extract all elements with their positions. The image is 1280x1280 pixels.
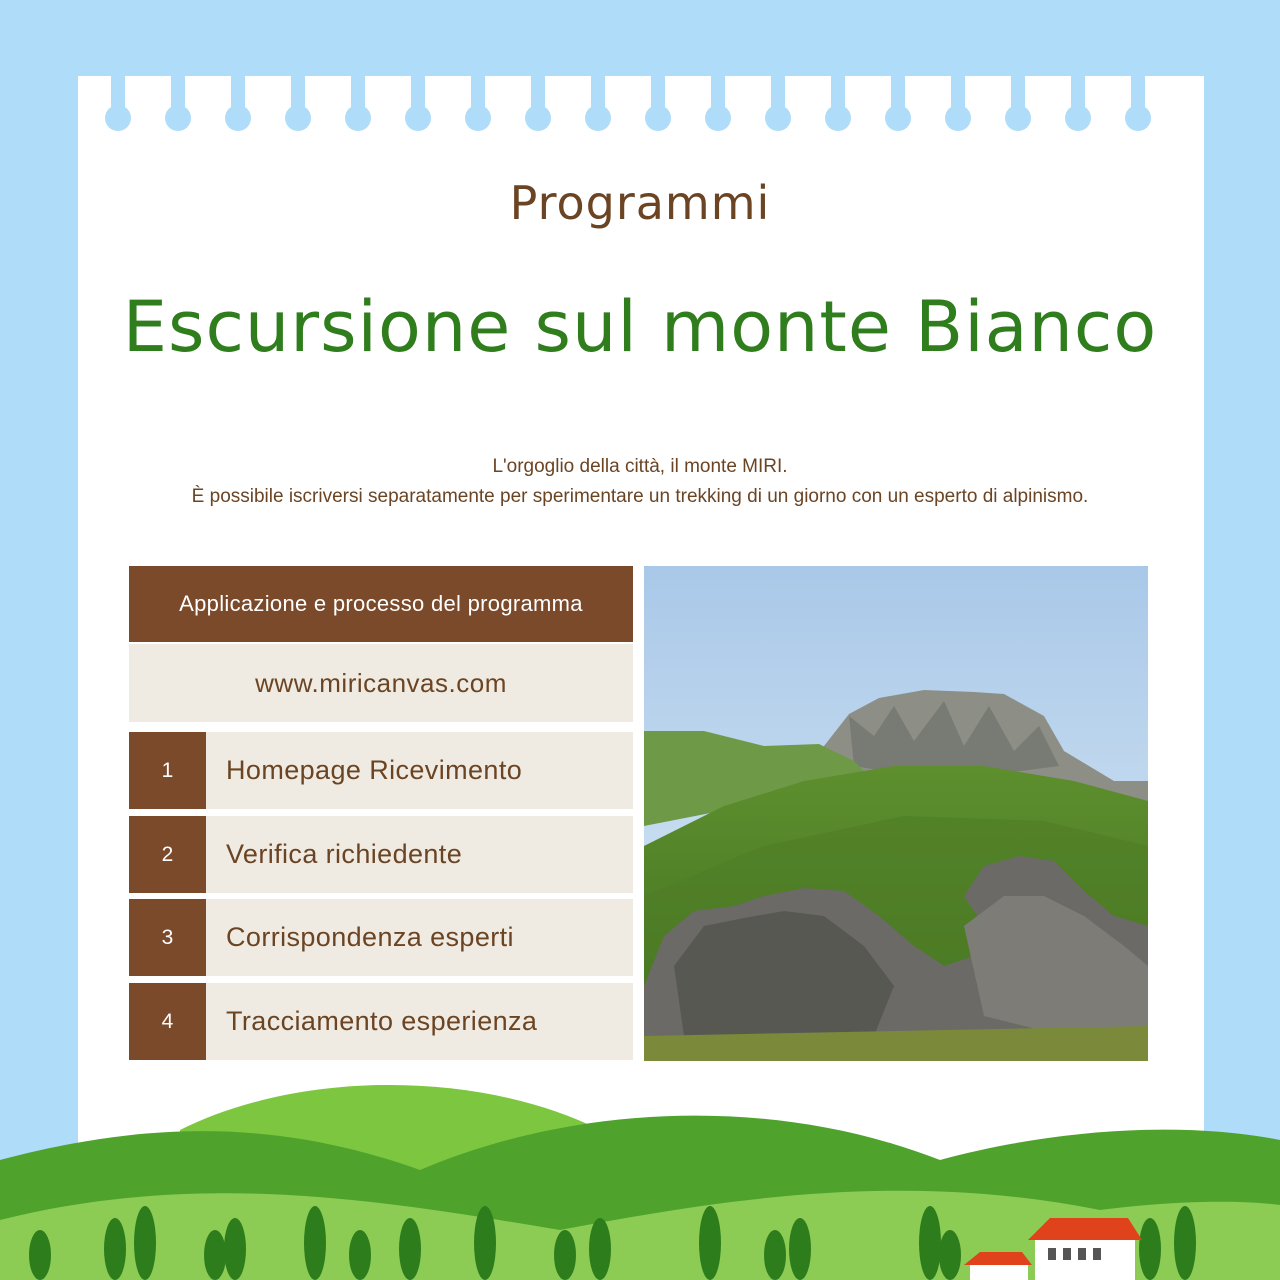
process-step — [129, 732, 633, 809]
process-step — [129, 983, 633, 1060]
process-step — [129, 899, 633, 976]
step-number: 1 — [129, 732, 206, 809]
tree-icon — [939, 1230, 961, 1280]
torn-paper-edge — [78, 70, 1204, 140]
step-number: 2 — [129, 816, 206, 893]
landscape-illustration — [0, 1060, 1280, 1280]
section-label: Programmi — [509, 176, 771, 230]
tree-icon — [474, 1206, 496, 1280]
tree-icon — [699, 1206, 721, 1280]
process-panel-header: Applicazione e processo del programma — [129, 566, 633, 642]
tree-icon — [29, 1230, 51, 1280]
tree-icon — [204, 1230, 226, 1280]
tree-icon — [1139, 1218, 1161, 1280]
tree-icon — [104, 1218, 126, 1280]
tree-icon — [919, 1206, 941, 1280]
tree-icon — [1174, 1206, 1196, 1280]
step-number: 4 — [129, 983, 206, 1060]
step-label: Verifica richiedente — [206, 816, 633, 893]
intro-text — [0, 452, 1280, 512]
tree-icon — [554, 1230, 576, 1280]
step-label: Corrispondenza esperti — [206, 899, 633, 976]
tree-icon — [589, 1218, 611, 1280]
tree-icon — [789, 1218, 811, 1280]
tree-icon — [224, 1218, 246, 1280]
step-label: Homepage Ricevimento — [206, 732, 633, 809]
step-number: 3 — [129, 899, 206, 976]
tree-icon — [399, 1218, 421, 1280]
mountain-photo — [644, 566, 1148, 1061]
intro-line-2: È possibile iscriversi separatamente per sperimentare un trekking di un giorno con un esperto di alpinismo. — [191, 486, 1089, 507]
tree-icon — [134, 1206, 156, 1280]
intro-line-1: L'orgoglio della città, il monte MIRI. — [492, 456, 788, 477]
tree-icon — [304, 1206, 326, 1280]
tree-icon — [764, 1230, 786, 1280]
website-link[interactable]: www.miricanvas.com — [129, 644, 633, 722]
tree-icon — [349, 1230, 371, 1280]
page-title: Escursione sul monte Bianco — [122, 286, 1158, 368]
step-label: Tracciamento esperienza — [206, 983, 633, 1060]
process-step — [129, 816, 633, 893]
